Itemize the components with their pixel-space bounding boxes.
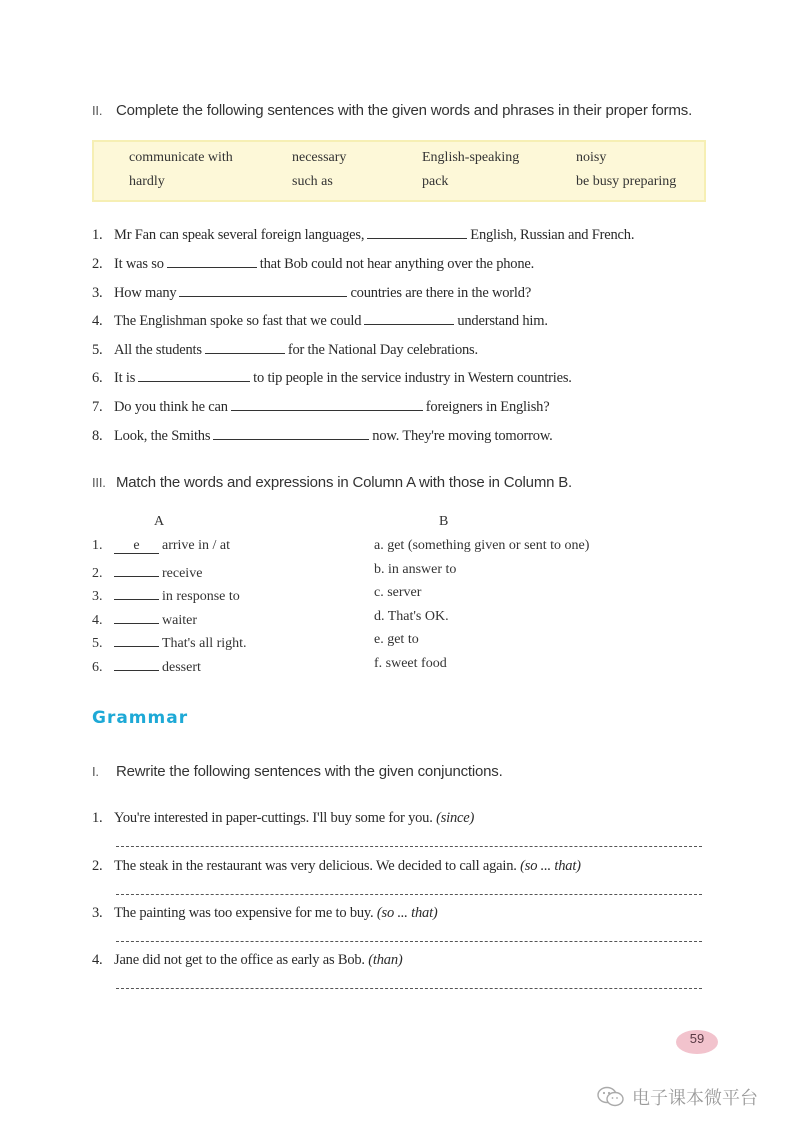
column-a-header: A [154,514,165,529]
word-box-item: English-speaking [422,150,520,165]
rewrite-item [92,858,581,875]
word-box-item: necessary [292,150,347,165]
column-a-item [92,609,197,629]
sentence-text-before: Mr Fan can speak several foreign languages, [114,227,365,243]
wechat-icon [596,1085,626,1114]
sentence-text-after: foreigners in English? [425,399,550,415]
match-answer-blank[interactable]: e [114,539,159,554]
answer-blank[interactable] [179,284,347,297]
column-b-item: c. server [374,585,422,600]
column-a-item [92,632,247,652]
page-number: 59 [676,1030,718,1054]
sentence-row [92,341,478,359]
item-number: 6. [92,660,103,675]
section-ii-instruction: II. Complete the following sentences with the given words and phrases in their proper forms. [92,102,693,119]
word-box-item: be busy preparing [576,174,677,189]
sentence-text-before: Look, the Smiths [114,428,211,444]
sentence-number: 4. [92,313,103,329]
column-b-item: f. sweet food [374,656,447,671]
section-iii-numeral: III. [92,475,106,490]
match-answer-blank[interactable] [114,632,159,647]
sentence-number: 8. [92,428,103,444]
match-answer-blank[interactable] [114,562,159,577]
item-number: 3. [92,589,103,604]
word-box [92,140,706,202]
sentence-number: 5. [92,342,103,358]
sentence-text-before: It was so [114,256,164,272]
item-number: 3. [92,905,103,921]
sentence-row [92,369,572,387]
answer-blank[interactable] [138,369,250,382]
sentence-row [92,255,534,273]
sentence-text-after: countries are there in the world? [350,285,532,301]
rewrite-sentence: You're interested in paper-cuttings. I'll buy some for you. [114,810,433,826]
column-b-item: d. That's OK. [374,609,449,624]
sentence-row [92,427,553,445]
column-a-text: waiter [162,613,197,628]
column-b-item: e. get to [374,632,419,647]
item-number: 1. [92,810,103,826]
match-answer-blank[interactable] [114,585,159,600]
watermark-text: 电子课本微平台 [632,1088,758,1108]
answer-blank[interactable] [367,226,467,239]
sentence-number: 1. [92,227,103,243]
rewrite-sentence: The steak in the restaurant was very delicious. We decided to call again. [114,858,517,874]
sentence-text-after: understand him. [457,313,548,329]
answer-blank[interactable] [213,427,369,440]
conjunction-hint: (so ... that) [376,905,438,921]
column-a-item [92,538,230,554]
sentence-row [92,398,549,416]
answer-line[interactable] [116,894,702,895]
sentence-number: 6. [92,370,103,386]
sentence-number: 2. [92,256,103,272]
sentence-text-before: Do you think he can [114,399,228,415]
sentence-row [92,284,531,302]
sentence-text-after: English, Russian and French. [470,227,635,243]
word-box-item: hardly [129,174,165,189]
column-a-item [92,562,202,582]
sentence-number: 7. [92,399,103,415]
rewrite-sentence: The painting was too expensive for me to buy. [114,905,374,921]
column-a-item [92,656,201,676]
sentence-row [92,226,634,244]
answer-blank[interactable] [205,341,285,354]
sentence-text-after: that Bob could not hear anything over the phone. [259,256,535,272]
match-answer-blank[interactable] [114,656,159,671]
item-number: 5. [92,636,103,651]
conjunction-hint: (than) [368,952,403,968]
section-iii-instruction: III. Match the words and expressions in Column A with those in Column B. [92,474,573,491]
sentence-text-before: All the students [114,342,202,358]
conjunction-hint: (so ... that) [520,858,581,874]
sentence-row [92,312,548,330]
sentence-text-before: How many [114,285,177,301]
sentence-text-after: to tip people in the service industry in Western countries. [253,370,572,386]
match-answer-blank[interactable] [114,609,159,624]
item-number: 4. [92,613,103,628]
sentence-text-before: It is [114,370,136,386]
answer-blank[interactable] [364,312,454,325]
item-number: 2. [92,858,103,874]
item-number: 4. [92,952,103,968]
column-b-header: B [439,514,449,529]
item-number: 2. [92,566,103,581]
rewrite-sentence: Jane did not get to the office as early as Bob. [114,952,365,968]
sentence-text-before: The Englishman spoke so fast that we could [114,313,362,329]
word-box-item: pack [422,174,449,189]
grammar-heading: Grammar [92,708,189,728]
conjunction-hint: (since) [436,810,475,826]
column-a-item [92,585,240,605]
column-a-text: in response to [162,589,240,604]
rewrite-item [92,905,438,922]
word-box-item: such as [292,174,333,189]
answer-blank[interactable] [167,255,257,268]
grammar-i-numeral: I. [92,764,99,779]
column-a-text: arrive in / at [162,538,231,553]
item-number: 1. [92,538,103,553]
grammar-i-instruction: I. Rewrite the following sentences with the given conjunctions. [92,763,503,780]
column-b-item: b. in answer to [374,562,457,577]
watermark [596,1084,758,1114]
rewrite-item [92,952,403,969]
column-a-text: That's all right. [162,636,247,651]
answer-line[interactable] [116,941,702,942]
rewrite-item [92,810,474,827]
word-box-item: noisy [576,150,607,165]
answer-blank[interactable] [231,398,423,411]
answer-line[interactable] [116,988,702,989]
sentence-text-after: now. They're moving tomorrow. [372,428,553,444]
sentence-text-after: for the National Day celebrations. [287,342,478,358]
column-a-text: receive [162,566,203,581]
section-ii-numeral: II. [92,103,103,118]
column-a-text: dessert [162,660,201,675]
word-box-item: communicate with [129,150,233,165]
sentence-number: 3. [92,285,103,301]
answer-line[interactable] [116,846,702,847]
column-b-item: a. get (something given or sent to one) [374,538,590,553]
